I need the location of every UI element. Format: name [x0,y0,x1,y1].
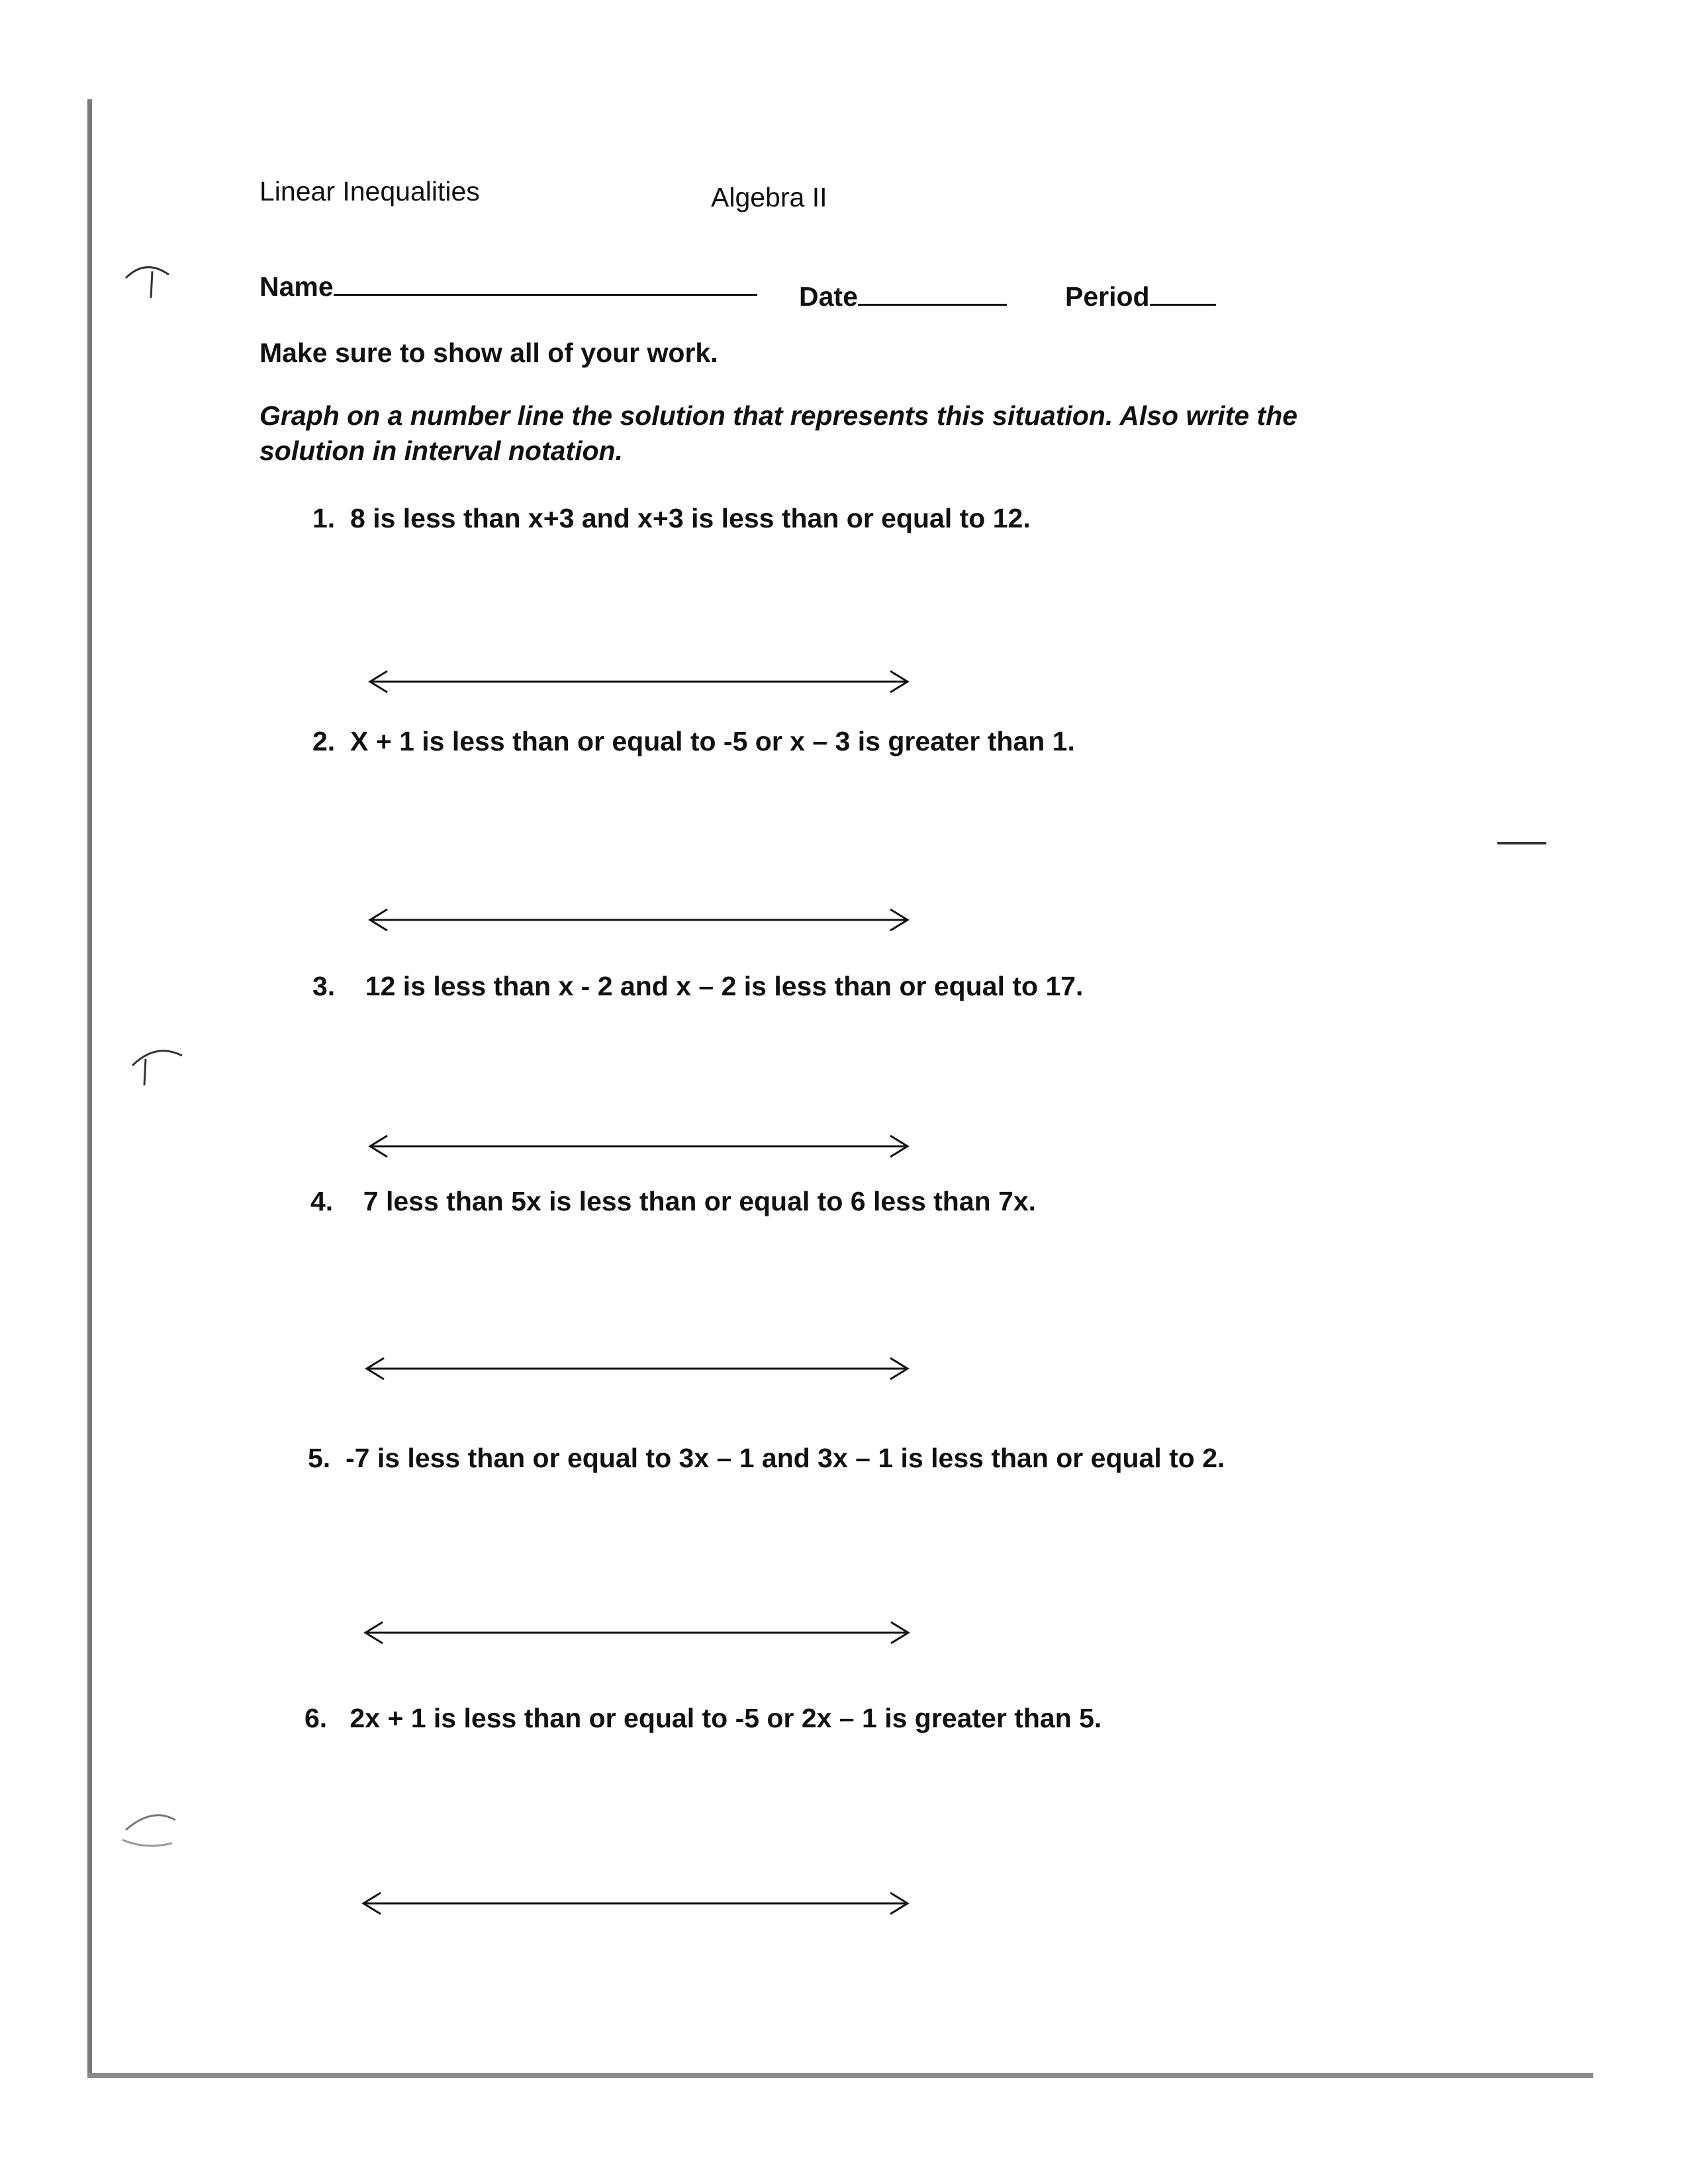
period-blank[interactable] [1150,303,1216,306]
problem-3 [312,971,1083,1002]
number-line[interactable] [367,907,910,933]
worksheet-topic: Linear Inequalities [259,176,480,206]
problem-text: 8 is less than x+3 and x+3 is less than or equal to 12. [350,503,1031,533]
number-line[interactable] [361,1890,910,1917]
number-line[interactable] [367,1133,910,1160]
date-blank[interactable] [858,303,1007,306]
number-line[interactable] [364,1355,910,1382]
hole-punch-mark [119,1032,192,1085]
problem-6 [305,1703,1102,1734]
name-label: Name [259,271,334,302]
problem-number: 5. [308,1443,331,1473]
worksheet-course: Algebra II [711,182,827,212]
problem-number: 3. [312,971,336,1001]
problem-2 [312,726,1075,757]
problem-number: 1. [312,503,336,533]
number-line[interactable] [367,668,910,695]
problem-number: 2. [312,726,336,756]
problem-text: 2x + 1 is less than or equal to -5 or 2x – 1 is greater than 5. [350,1703,1102,1733]
period-field[interactable] [1065,281,1216,312]
graph-instruction-line2: solution in interval notation. [259,435,623,466]
show-work-instruction: Make sure to show all of your work. [259,338,718,368]
problem-text: 7 less than 5x is less than or equal to 6 less than 7x. [363,1186,1037,1216]
sheet-left-edge [87,99,92,2078]
date-label: Date [799,281,858,312]
name-field[interactable] [259,271,757,302]
problem-4 [310,1186,1036,1217]
problem-number: 6. [305,1703,328,1733]
period-label: Period [1065,281,1150,312]
problem-1 [312,503,1031,534]
graph-instruction-line1: Graph on a number line the solution that represents this situation. Also write the [259,400,1298,431]
problem-5 [308,1443,1225,1474]
problem-text: -7 is less than or equal to 3x – 1 and 3x – 1 is less than or equal to 2. [346,1443,1225,1473]
date-field[interactable] [799,281,1007,312]
hole-punch-mark [119,251,192,304]
hole-punch-mark [119,1800,192,1853]
name-blank[interactable] [334,293,757,296]
problem-number: 4. [310,1186,334,1216]
problem-text: 12 is less than x - 2 and x – 2 is less than or equal to 17. [365,971,1084,1001]
number-line[interactable] [363,1619,911,1646]
problem-text: X + 1 is less than or equal to -5 or x – 3 is greater than 1. [350,726,1075,756]
sheet-bottom-edge [87,2073,1593,2078]
stray-mark [1497,842,1546,844]
